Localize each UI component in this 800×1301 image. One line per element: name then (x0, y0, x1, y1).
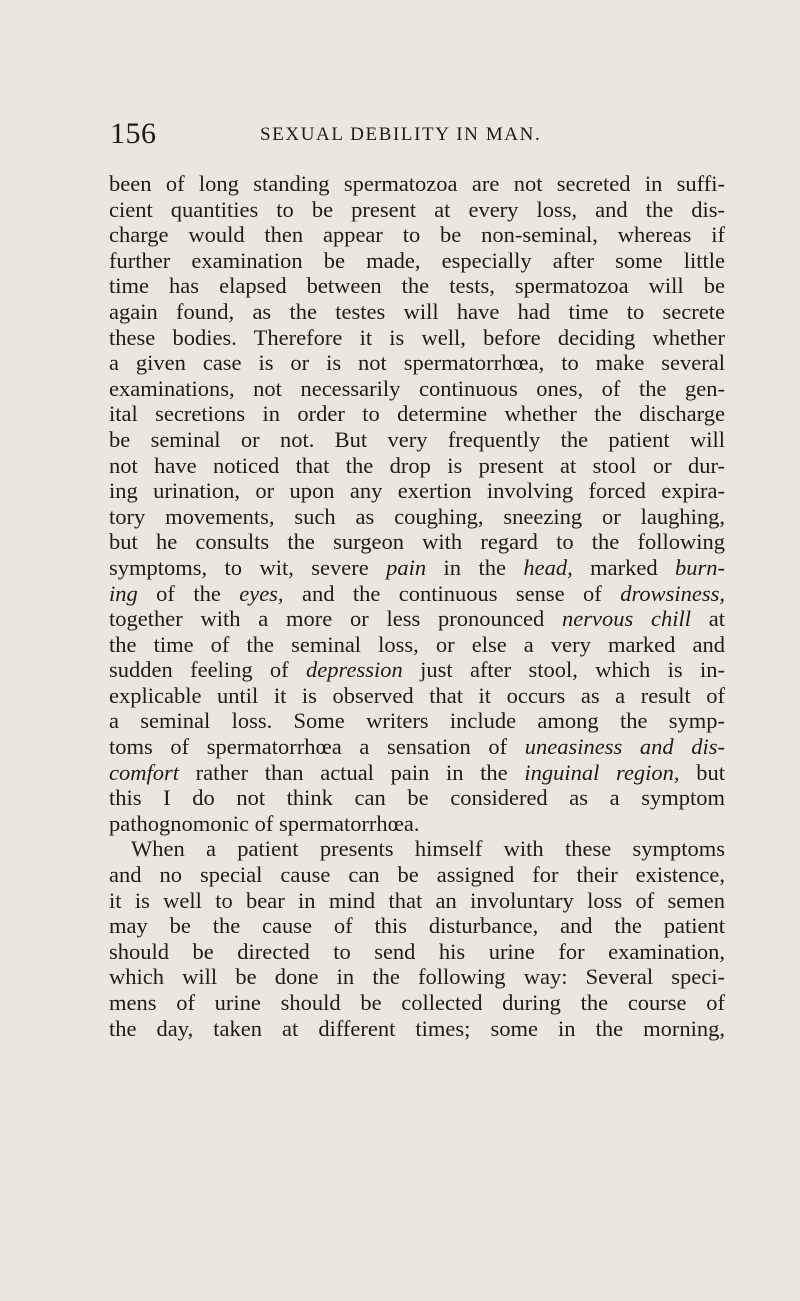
page-header (110, 117, 720, 151)
italic-phrase: eyes, (239, 580, 284, 606)
text-line (109, 325, 725, 351)
text-line (109, 197, 725, 223)
text-segment: time has elapsed between the tests, spermatozoa will be (109, 273, 725, 299)
text-segment: these bodies. Therefore it is well, before deciding whether (109, 324, 725, 350)
text-line (109, 504, 725, 530)
text-segment: marked (572, 554, 675, 580)
text-line (109, 376, 725, 402)
text-segment: the time of the seminal loss, or else a very marked and (109, 631, 725, 657)
text-line (109, 939, 725, 965)
italic-phrase: depression (306, 657, 403, 683)
text-segment: but (679, 759, 725, 785)
text-line (109, 401, 725, 427)
text-segment: a given case is or is not spermatorrhœa, to make several (109, 350, 725, 376)
text-line (109, 836, 725, 862)
text-segment: in the (426, 554, 524, 580)
text-segment: should be directed to send his urine for examination, (109, 938, 725, 964)
text-line (109, 350, 725, 376)
text-line (109, 529, 725, 555)
text-line (109, 913, 725, 939)
text-line (109, 273, 725, 299)
text-segment: examinations, not necessarily continuous ones, of the gen- (109, 375, 725, 401)
italic-phrase: uneasiness and dis- (524, 734, 725, 760)
italic-phrase: inguinal region, (524, 759, 680, 785)
text-segment: but he consults the surgeon with regard to the following (109, 529, 725, 555)
text-line (109, 171, 725, 197)
text-segment: cient quantities to be present at every loss, and the dis- (109, 196, 725, 222)
text-segment: tory movements, such as coughing, sneezing or laughing, (109, 503, 725, 529)
text-line (109, 657, 725, 683)
text-segment: mens of urine should be collected during the course of (109, 990, 725, 1015)
text-line (109, 1016, 725, 1042)
text-segment: of the (137, 580, 240, 606)
text-segment: a seminal loss. Some writers include among the symp- (109, 708, 725, 734)
text-segment: sudden feeling of (109, 657, 307, 683)
text-segment: rather than actual pain in the (179, 759, 525, 785)
text-line (109, 606, 725, 632)
running-head: SEXUAL DEBILITY IN MAN. (260, 124, 542, 145)
text-line (109, 785, 725, 811)
text-line (109, 990, 725, 1016)
text-segment: explicable until it is observed that it occurs as a result of (109, 682, 725, 708)
text-line (109, 478, 725, 504)
text-segment: not have noticed that the drop is present at stool or dur- (109, 452, 725, 478)
text-line (109, 632, 725, 658)
text-segment: and the continuous sense of (283, 580, 621, 606)
text-segment: ital secretions in order to determine whether the discharge (109, 401, 725, 427)
italic-phrase: comfort (109, 759, 179, 785)
italic-phrase: nervous chill (561, 606, 691, 632)
text-line (109, 555, 725, 581)
text-line (109, 248, 725, 274)
italic-phrase: drowsiness, (620, 580, 725, 606)
text-segment: toms of spermatorrhœa a sensation of (109, 734, 525, 760)
text-line (109, 811, 725, 837)
text-segment: When a patient presents himself with these symptoms (131, 836, 725, 862)
text-segment: the day, taken at different times; some in the morning, (109, 1015, 725, 1041)
italic-phrase: burn- (675, 554, 725, 580)
text-line (109, 683, 725, 709)
text-segment: which will be done in the following way: Several speci- (109, 964, 725, 990)
text-segment: just after stool, which is in- (402, 657, 725, 683)
text-segment: be seminal or not. But very frequently the patient will (109, 426, 725, 452)
text-segment: further examination be made, especially after some little (109, 247, 725, 273)
text-line (109, 427, 725, 453)
body-text (109, 171, 725, 1041)
text-line (109, 734, 725, 760)
text-segment: it is well to bear in mind that an involuntary loss of semen (109, 887, 725, 913)
text-line (109, 964, 725, 990)
text-line (109, 708, 725, 734)
text-segment: been of long standing spermatozoa are not secreted in suffi- (109, 171, 725, 196)
italic-phrase: ing (109, 580, 138, 606)
text-segment: together with a more or less pronounced (109, 606, 562, 632)
text-line (109, 299, 725, 325)
text-line (109, 760, 725, 786)
text-line (109, 862, 725, 888)
text-segment: and no special cause can be assigned for their existence, (109, 862, 725, 888)
italic-phrase: pain (386, 554, 427, 580)
page-number: 156 (110, 117, 157, 150)
text-line (109, 888, 725, 914)
text-segment: at (690, 606, 725, 632)
text-segment: again found, as the testes will have had time to secrete (109, 298, 725, 324)
italic-phrase: head, (523, 554, 573, 580)
text-line (109, 581, 725, 607)
text-segment: symptoms, to wit, severe (109, 554, 387, 580)
text-line (109, 453, 725, 479)
text-line (109, 222, 725, 248)
text-segment: pathognomonic of spermatorrhœa. (109, 810, 420, 836)
text-segment: charge would then appear to be non-seminal, whereas if (109, 222, 725, 248)
text-segment: may be the cause of this disturbance, and the patient (109, 913, 725, 939)
text-segment: this I do not think can be considered as a symptom (109, 785, 725, 811)
text-segment: ing urination, or upon any exertion involving forced expira- (109, 478, 725, 504)
